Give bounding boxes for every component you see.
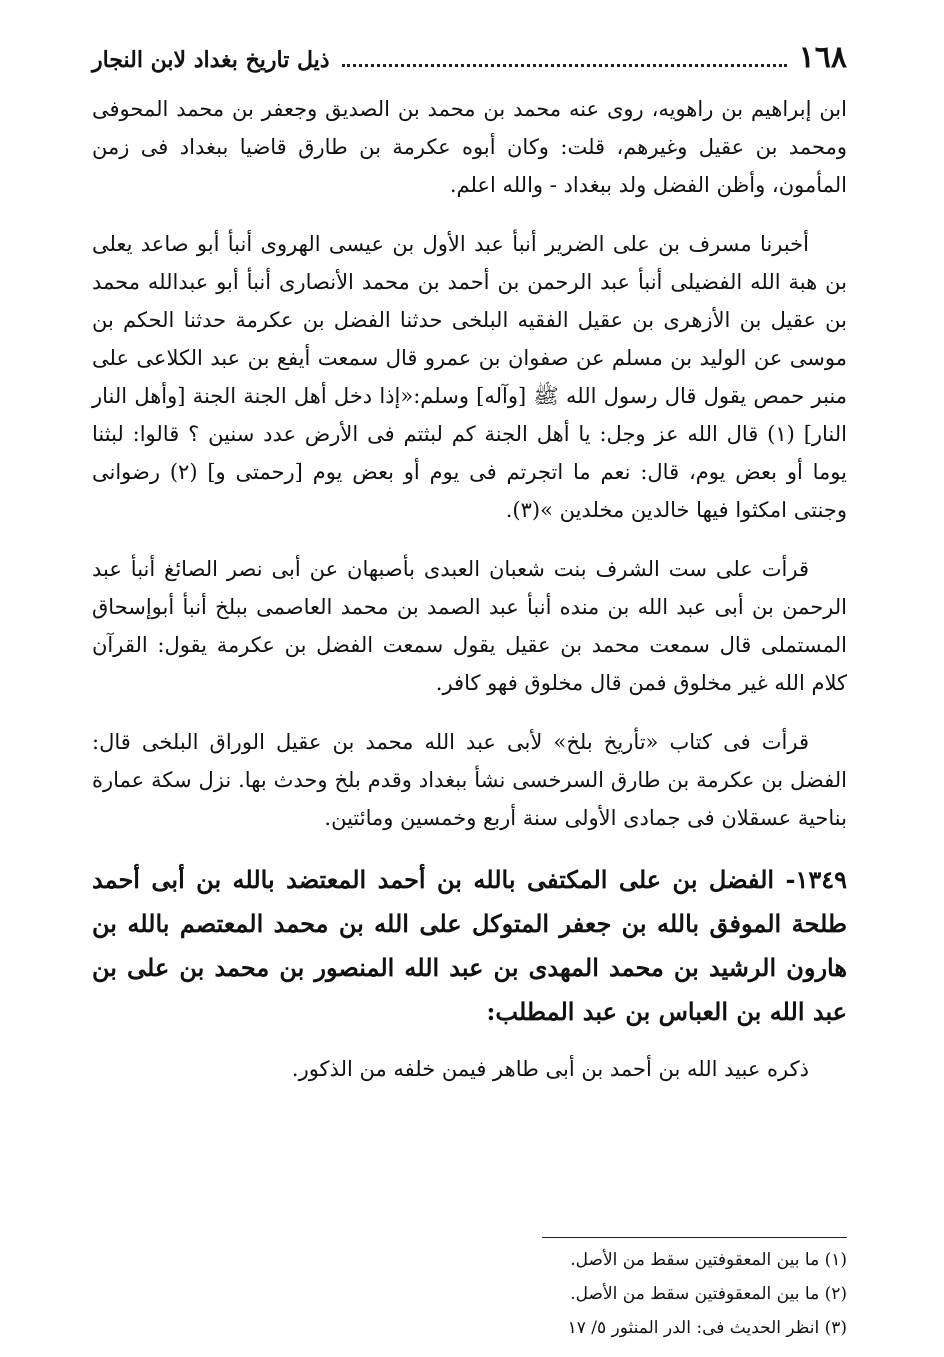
paragraph-1: ابن إبراهيم بن راهويه، روى عنه محمد بن محمد بن الصديق وجعفر بن محمد المحوفى ومحمد بن عقيل وغيرهم، قلت: وكان أبوه عكرمة بن طارق قاضيا ببغداد فى زمن المأمون، وأظن الفضل ولد ببغداد - والله اعلم. [92, 97, 847, 197]
paragraph-5: ذكره عبيد الله بن أحمد بن أبى طاهر فيمن خلفه من الذكور. [291, 1057, 809, 1081]
footnote-divider [542, 1237, 847, 1238]
running-title: ذيل تاريخ بغداد لابن النجار [92, 47, 330, 73]
paragraph-4: قرأت فى كتاب «تأريخ بلخ» لأبى عبد الله محمد بن عقيل الوراق البلخى قال: الفضل بن عكرمة بن طارق السرخسى نشأ ببغداد وقدم بلخ وحدث بها. نزل سكة عمارة بناحية عسقلان فى جمادى الأولى سنة أربع وخمسين ومائتين. [92, 730, 847, 830]
page [92, 40, 847, 1109]
footnotes [527, 1243, 847, 1345]
paragraph-3: قرأت على ست الشرف بنت شعبان العبدى بأصبهان عن أبى نصر الصائغ أنبأ عبد الرحمن بن أبى عبد الله بن منده أنبأ عبد الصمد بن محمد العاصمى ببلخ أنبأ أبوإسحاق المستملى قال سمعت محمد بن عقيل يقول سمعت الفضل بن عكرمة يقول: القرآن كلام الله غير مخلوق فمن قال مخلوق فهو كافر. [92, 557, 847, 695]
page-header [92, 40, 847, 90]
header-dotted-leader [342, 64, 787, 67]
page-number: ١٦٨ [798, 40, 847, 75]
footnote-1: (١) ما بين المعقوفتين سقط من الأصل. [570, 1250, 847, 1270]
footnote-2: (٢) ما بين المعقوفتين سقط من الأصل. [570, 1284, 847, 1304]
paragraph-2: أخبرنا مسرف بن على الضرير أنبأ عبد الأول بن عيسى الهروى أنبأ أبو صاعد يعلى بن هبة الله الفضيلى أنبأ عبد الرحمن بن أحمد بن محمد الأنصارى أنبأ أبو عبدالله محمد بن عقيل بن الأزهرى بن عقيل الفقيه البلخى حدثنا الفضل بن عكرمة حدثنا الحكم بن موسى عن الوليد بن مسلم عن صفوان بن عمرو قال سمعت أيفع بن عبد الكلاعى على منبر حمص يقول قال رسول الله ﷺ [وآله] وسلم:«إذا دخل أهل الجنة الجنة [وأهل النار النار] (١) قال الله عز وجل: يا أهل الجنة كم لبثتم فى الأرض عدد سنين ؟ قالوا: لبثنا يوما أو بعض يوم، قال: نعم ما اتجرتم فى يوم أو بعض يوم [رحمتى و] (٢) رضوانى وجنتى امكثوا فيها خالدين مخلدين »(٣). [92, 232, 848, 522]
footnote-3: (٣) انظر الحديث فى: الدر المنثور ٥/ ١٧ [567, 1318, 847, 1338]
biography-entry-heading: ١٣٤٩- الفضل بن على المكتفى بالله بن أحمد المعتضد بالله بن أبى أحمد طلحة الموفق بالله بن جعفر المتوكل على الله بن محمد المعتصم بالله بن هارون الرشيد بن محمد المهدى بن عبد الله المنصور بن محمد بن على بن عبد الله بن العباس بن عبد المطلب: [92, 865, 847, 1026]
